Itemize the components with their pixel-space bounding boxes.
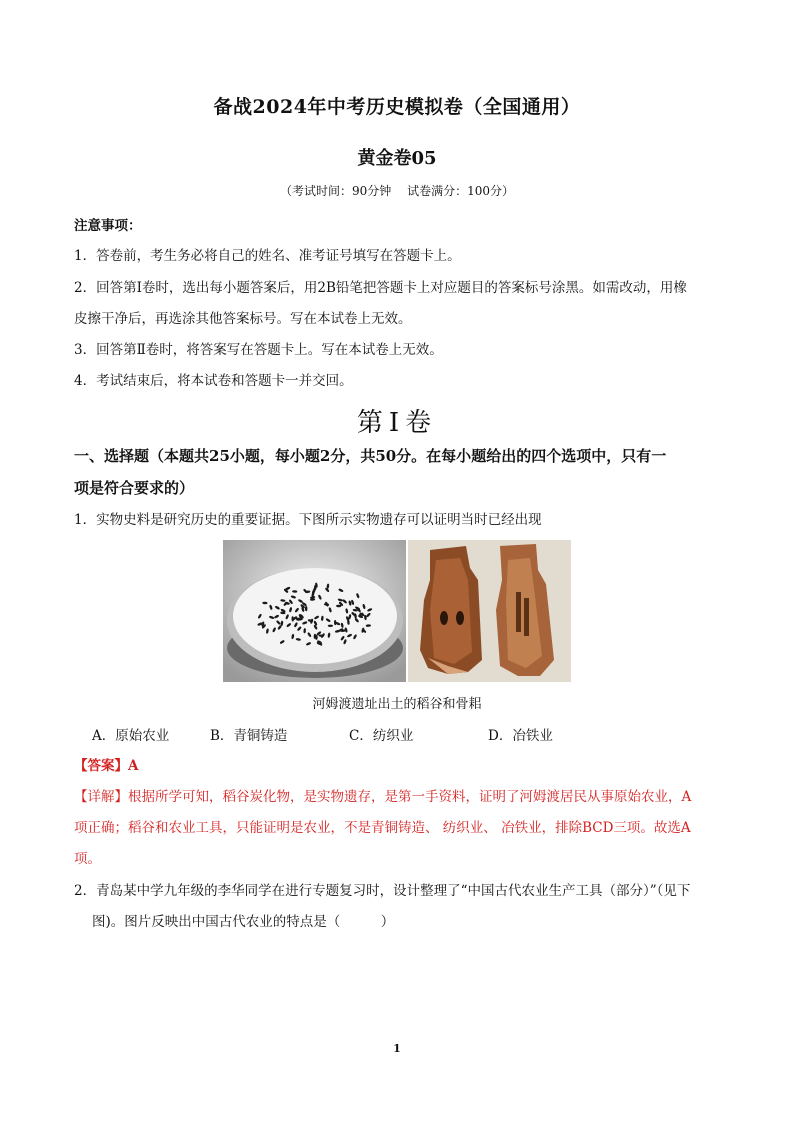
notice-item-continued: 皮擦干净后，再选涂其他答案标号。写在本试卷上无效。 bbox=[74, 311, 412, 327]
page-number: 1 bbox=[393, 1042, 401, 1055]
option-d[interactable]: D．冶铁业 bbox=[488, 728, 553, 744]
exam-title: 备战2024年中考历史模拟卷（全国通用） bbox=[213, 96, 581, 118]
photo-caption: 河姆渡遗址出土的稻谷和骨耜 bbox=[312, 697, 482, 712]
part-heading: 一、选择题（本题共25小题，每小题2分，共50分。在每小题给出的四个选项中，只有一 bbox=[74, 447, 667, 465]
notice-heading: 注意事项： bbox=[74, 218, 142, 234]
question-1-stem: 1．实物史料是研究历史的重要证据。下图所示实物遗存可以证明当时已经出现 bbox=[74, 512, 542, 528]
notice-item: 3．回答第Ⅱ卷时，将答案写在答题卡上。写在本试卷上无效。 bbox=[74, 342, 443, 358]
section-title: 第Ⅰ卷 bbox=[356, 408, 438, 438]
exam-subtitle: 黄金卷05 bbox=[357, 148, 437, 169]
explanation-line: 项。 bbox=[74, 851, 101, 867]
bone-spade-photo bbox=[408, 540, 571, 682]
exam-meta: （考试时间：90分钟 试卷满分：100分） bbox=[280, 184, 514, 198]
question-1-photos bbox=[223, 540, 571, 682]
rice-grain-photo bbox=[223, 540, 406, 682]
notice-item: 1．答卷前，考生务必将自己的姓名、准考证号填写在答题卡上。 bbox=[74, 248, 461, 264]
answer-label: 【答案】A bbox=[74, 758, 139, 774]
question-2-stem-continued: 图)。图片反映出中国古代农业的特点是（ ） bbox=[92, 914, 395, 930]
option-c[interactable]: C．纺织业 bbox=[349, 728, 414, 744]
notice-item: 4．考试结束后，将本试卷和答题卡一并交回。 bbox=[74, 373, 353, 389]
notice-item: 2．回答第Ⅰ卷时，选出每小题答案后，用2B铅笔把答题卡上对应题目的答案标号涂黑。如需改动，用橡 bbox=[74, 280, 687, 296]
explanation-line: 【详解】根据所学可知，稻谷炭化物，是实物遗存，是第一手资料，证明了河姆渡居民从事原始农业，A bbox=[74, 789, 692, 805]
explanation-line: 项正确；稻谷和农业工具，只能证明是农业，不是青铜铸造、 纺织业、 冶铁业，排除BCD三项。故选A bbox=[74, 820, 691, 836]
part-heading-continued: 项是符合要求的） bbox=[74, 479, 195, 497]
option-a[interactable]: A．原始农业 bbox=[92, 728, 170, 744]
question-2-stem: 2．青岛某中学九年级的李华同学在进行专题复习时，设计整理了“中国古代农业生产工具（部分）”（见下 bbox=[74, 883, 691, 899]
option-b[interactable]: B．青铜铸造 bbox=[210, 728, 288, 744]
